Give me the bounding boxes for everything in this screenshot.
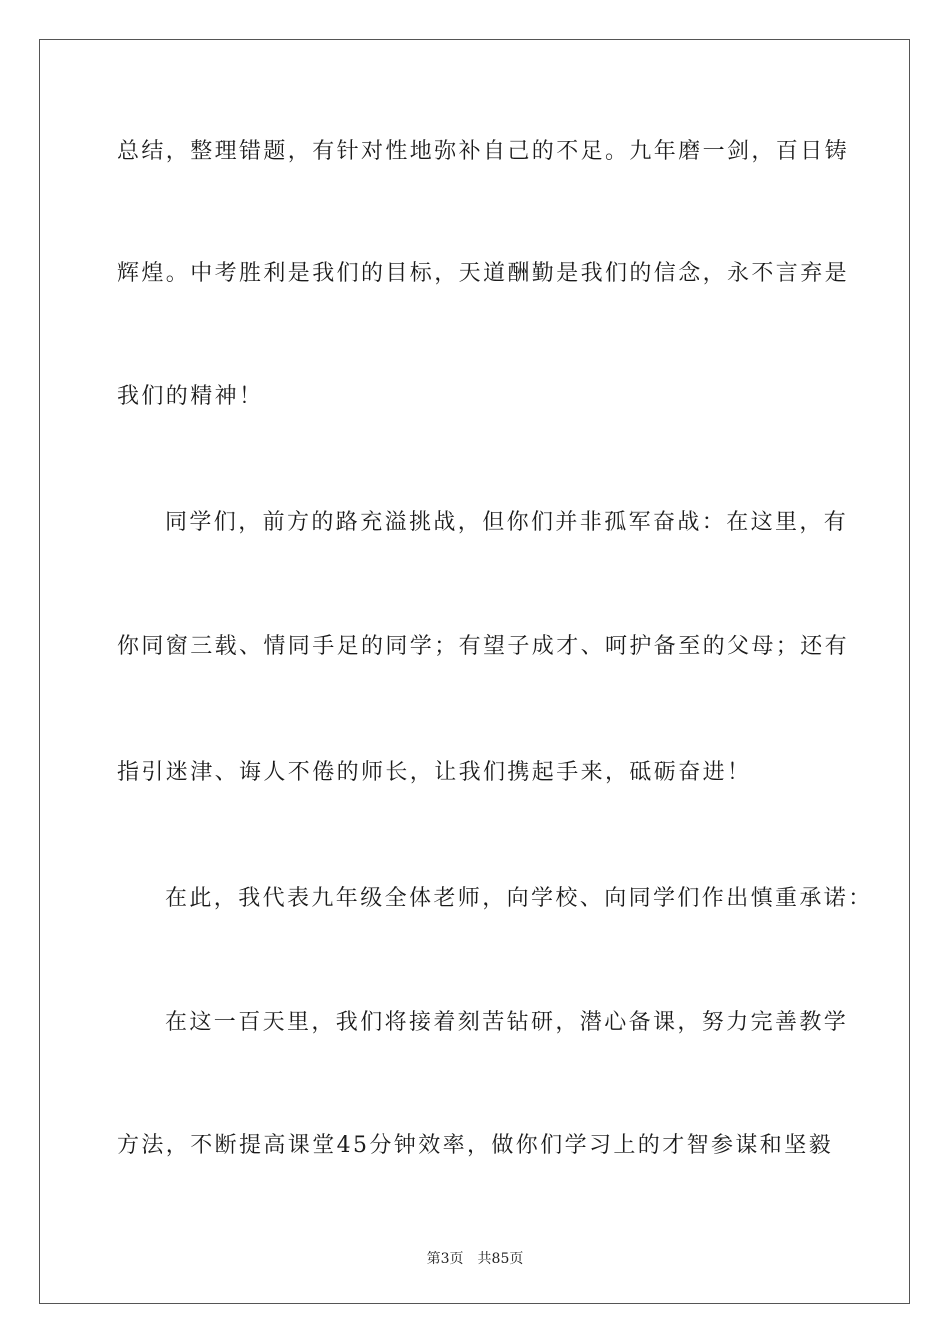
page-footer (0, 1248, 950, 1268)
total-pages: 共85页 (477, 1251, 524, 1267)
text-line-5: 你同窗三载、情同手足的同学；有望子成才、呵护备至的父母；还有 (117, 634, 850, 659)
text-line-6: 指引迷津、诲人不倦的师长，让我们携起手来，砥砺奋进！ (117, 760, 752, 785)
text-line-1: 总结，整理错题，有针对性地弥补自己的不足。九年磨一剑，百日铸 (117, 139, 850, 164)
page-number: 第3页 (426, 1251, 464, 1267)
page-border (39, 39, 910, 1304)
text-line-3: 我们的精神！ (117, 384, 264, 409)
text-line-7: 在此，我代表九年级全体老师，向学校、向同学们作出慎重承诺： (165, 886, 873, 911)
text-line-8: 在这一百天里，我们将接着刻苦钻研，潜心备课，努力完善教学 (165, 1010, 849, 1035)
text-line-9: 方法，不断提高课堂45分钟效率，做你们学习上的才智参谋和坚毅 (117, 1133, 833, 1158)
text-line-4: 同学们，前方的路充溢挑战，但你们并非孤军奋战：在这里，有 (165, 510, 849, 535)
text-line-2: 辉煌。中考胜利是我们的目标，天道酬勤是我们的信念，永不言弃是 (117, 261, 850, 286)
